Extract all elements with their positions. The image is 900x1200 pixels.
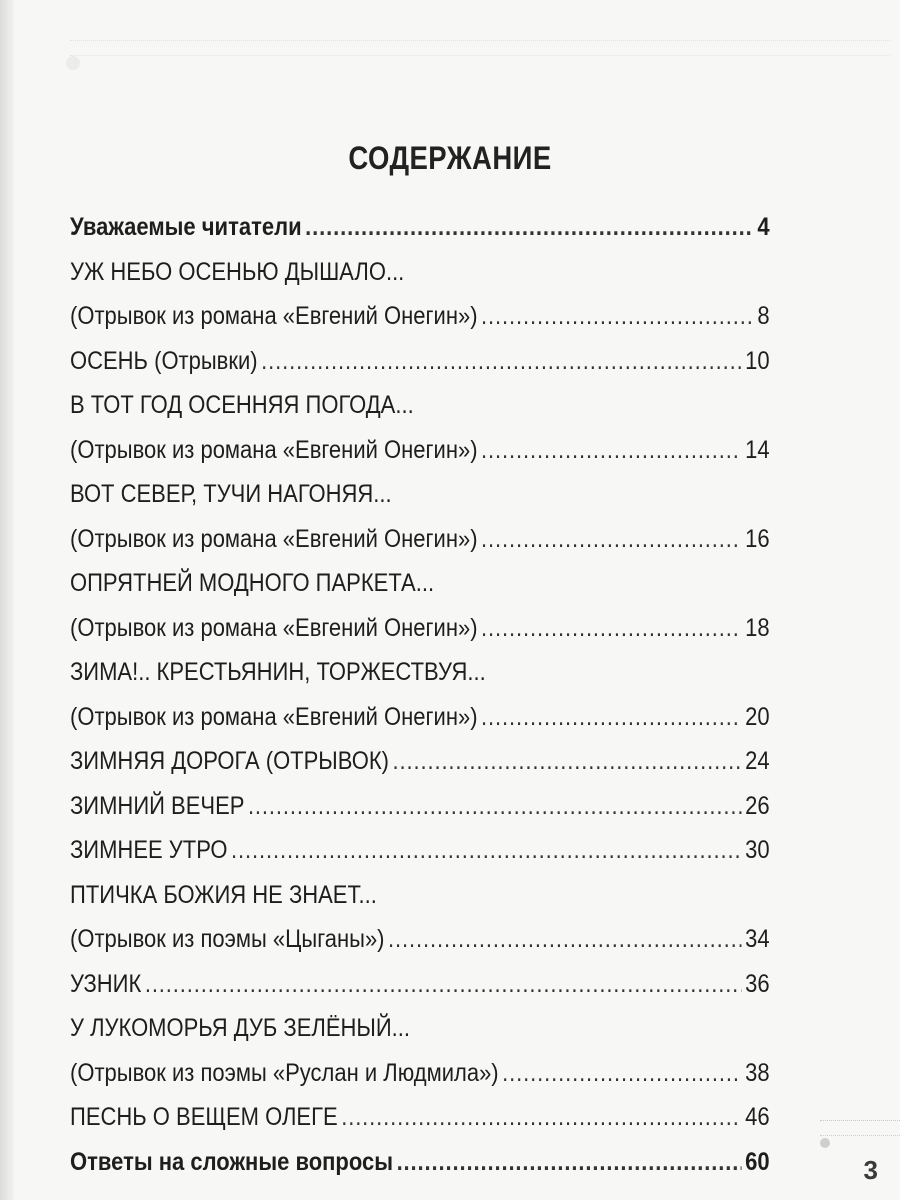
toc-entry-page: 36	[745, 969, 770, 998]
page-title: СОДЕРЖАНИЕ	[348, 140, 552, 176]
toc-entry-page: 60	[745, 1147, 770, 1176]
toc-entry[interactable]	[70, 962, 770, 1007]
toc-entry-title: В ТОТ ГОД ОСЕННЯЯ ПОГОДА...	[70, 391, 414, 419]
dot-leader	[231, 828, 742, 872]
toc-entry-title: ПЕСНЬ О ВЕЩЕМ ОЛЕГЕ	[70, 1103, 338, 1131]
toc-entry[interactable]	[70, 828, 770, 873]
toc-entry-page: 14	[745, 435, 770, 464]
toc-entry-page: 34	[745, 925, 770, 953]
toc-entry-title: (Отрывок из поэмы «Цыганы»)	[70, 925, 385, 953]
toc-entry-title: УЖ НЕБО ОСЕНЬЮ ДЫШАЛО...	[70, 257, 405, 286]
toc-entry-page: 24	[745, 747, 770, 775]
toc-entry[interactable]	[70, 917, 770, 962]
toc-entry[interactable]	[70, 739, 770, 784]
toc-entry[interactable]	[70, 1006, 770, 1051]
toc-entry-page: 8	[757, 302, 770, 330]
page-number: 3	[863, 1155, 878, 1185]
page-binding-edge	[0, 0, 14, 1200]
toc-entry-title: (Отрывок из романа «Евгений Онегин»)	[70, 613, 478, 642]
dot-leader	[481, 517, 742, 561]
dot-leader	[248, 784, 742, 828]
toc-entry-page: 46	[745, 1103, 770, 1131]
footer-rule-decoration	[820, 1120, 900, 1136]
toc-entry[interactable]	[70, 339, 770, 384]
toc-entry[interactable]	[70, 383, 770, 428]
dot-leader	[261, 339, 741, 383]
footer-bullet-decoration	[820, 1138, 830, 1148]
toc-entry-page: 20	[745, 702, 770, 731]
toc-entry-page: 30	[745, 836, 770, 864]
toc-entry[interactable]	[70, 294, 770, 339]
dot-leader	[502, 1051, 741, 1095]
toc-entry[interactable]	[70, 517, 770, 562]
toc-entry-page: 18	[745, 613, 770, 642]
dot-leader	[145, 962, 742, 1006]
toc-entry[interactable]	[70, 428, 770, 473]
toc-entry[interactable]	[70, 1051, 770, 1096]
toc-entry[interactable]	[70, 784, 770, 829]
toc-entry[interactable]	[70, 250, 770, 295]
toc-entry-title: (Отрывок из романа «Евгений Онегин»)	[70, 702, 478, 731]
dot-leader	[481, 428, 742, 472]
toc-entry[interactable]	[70, 472, 770, 517]
toc-entry-title: ОСЕНЬ (Отрывки)	[70, 346, 258, 375]
toc-entry-page: 26	[745, 791, 770, 820]
dot-leader	[481, 695, 742, 739]
toc-entry-title: ЗИМНИЙ ВЕЧЕР	[70, 791, 245, 820]
dot-leader	[397, 1140, 742, 1184]
toc-entry[interactable]	[70, 205, 770, 250]
toc-entry[interactable]	[70, 561, 770, 606]
toc-entry[interactable]	[70, 873, 770, 918]
dot-leader	[481, 606, 742, 650]
toc-entry[interactable]	[70, 1140, 770, 1185]
header-rule-decoration	[70, 40, 890, 56]
dot-leader	[341, 1095, 741, 1139]
toc-entry-title: (Отрывок из поэмы «Руслан и Людмила»)	[70, 1058, 499, 1087]
toc-entry-title: ЗИМНЯЯ ДОРОГА (ОТРЫВОК)	[70, 747, 389, 775]
toc-entry-page: 16	[745, 524, 770, 553]
toc-entry-title: ЗИМА!.. КРЕСТЬЯНИН, ТОРЖЕСТВУЯ...	[70, 658, 486, 686]
toc-entry-page: 10	[745, 346, 770, 375]
header-bullet-decoration	[66, 56, 80, 70]
table-of-contents	[70, 205, 770, 1184]
toc-entry-title: УЗНИК	[70, 969, 142, 998]
dot-leader	[481, 294, 754, 338]
dot-leader	[392, 739, 741, 783]
toc-entry-title: Ответы на сложные вопросы	[70, 1147, 394, 1176]
toc-entry-title: (Отрывок из романа «Евгений Онегин»)	[70, 435, 478, 464]
dot-leader	[305, 205, 754, 249]
toc-entry-title: ЗИМНЕЕ УТРО	[70, 836, 228, 864]
toc-entry-title: (Отрывок из романа «Евгений Онегин»)	[70, 302, 478, 330]
toc-entry-page: 4	[757, 213, 770, 241]
toc-entry-page: 38	[745, 1058, 770, 1087]
toc-entry[interactable]	[70, 695, 770, 740]
toc-entry-title: Уважаемые читатели	[70, 213, 302, 241]
dot-leader	[388, 917, 742, 961]
toc-entry-title: ПТИЧКА БОЖИЯ НЕ ЗНАЕТ...	[70, 880, 377, 909]
toc-entry-title: У ЛУКОМОРЬЯ ДУБ ЗЕЛЁНЫЙ...	[70, 1014, 411, 1042]
toc-entry-title: (Отрывок из романа «Евгений Онегин»)	[70, 524, 478, 553]
toc-entry[interactable]	[70, 650, 770, 695]
toc-entry-title: ВОТ СЕВЕР, ТУЧИ НАГОНЯЯ...	[70, 480, 392, 508]
toc-entry-title: ОПРЯТНЕЙ МОДНОГО ПАРКЕТА...	[70, 569, 435, 597]
toc-entry[interactable]	[70, 606, 770, 651]
toc-entry[interactable]	[70, 1095, 770, 1140]
